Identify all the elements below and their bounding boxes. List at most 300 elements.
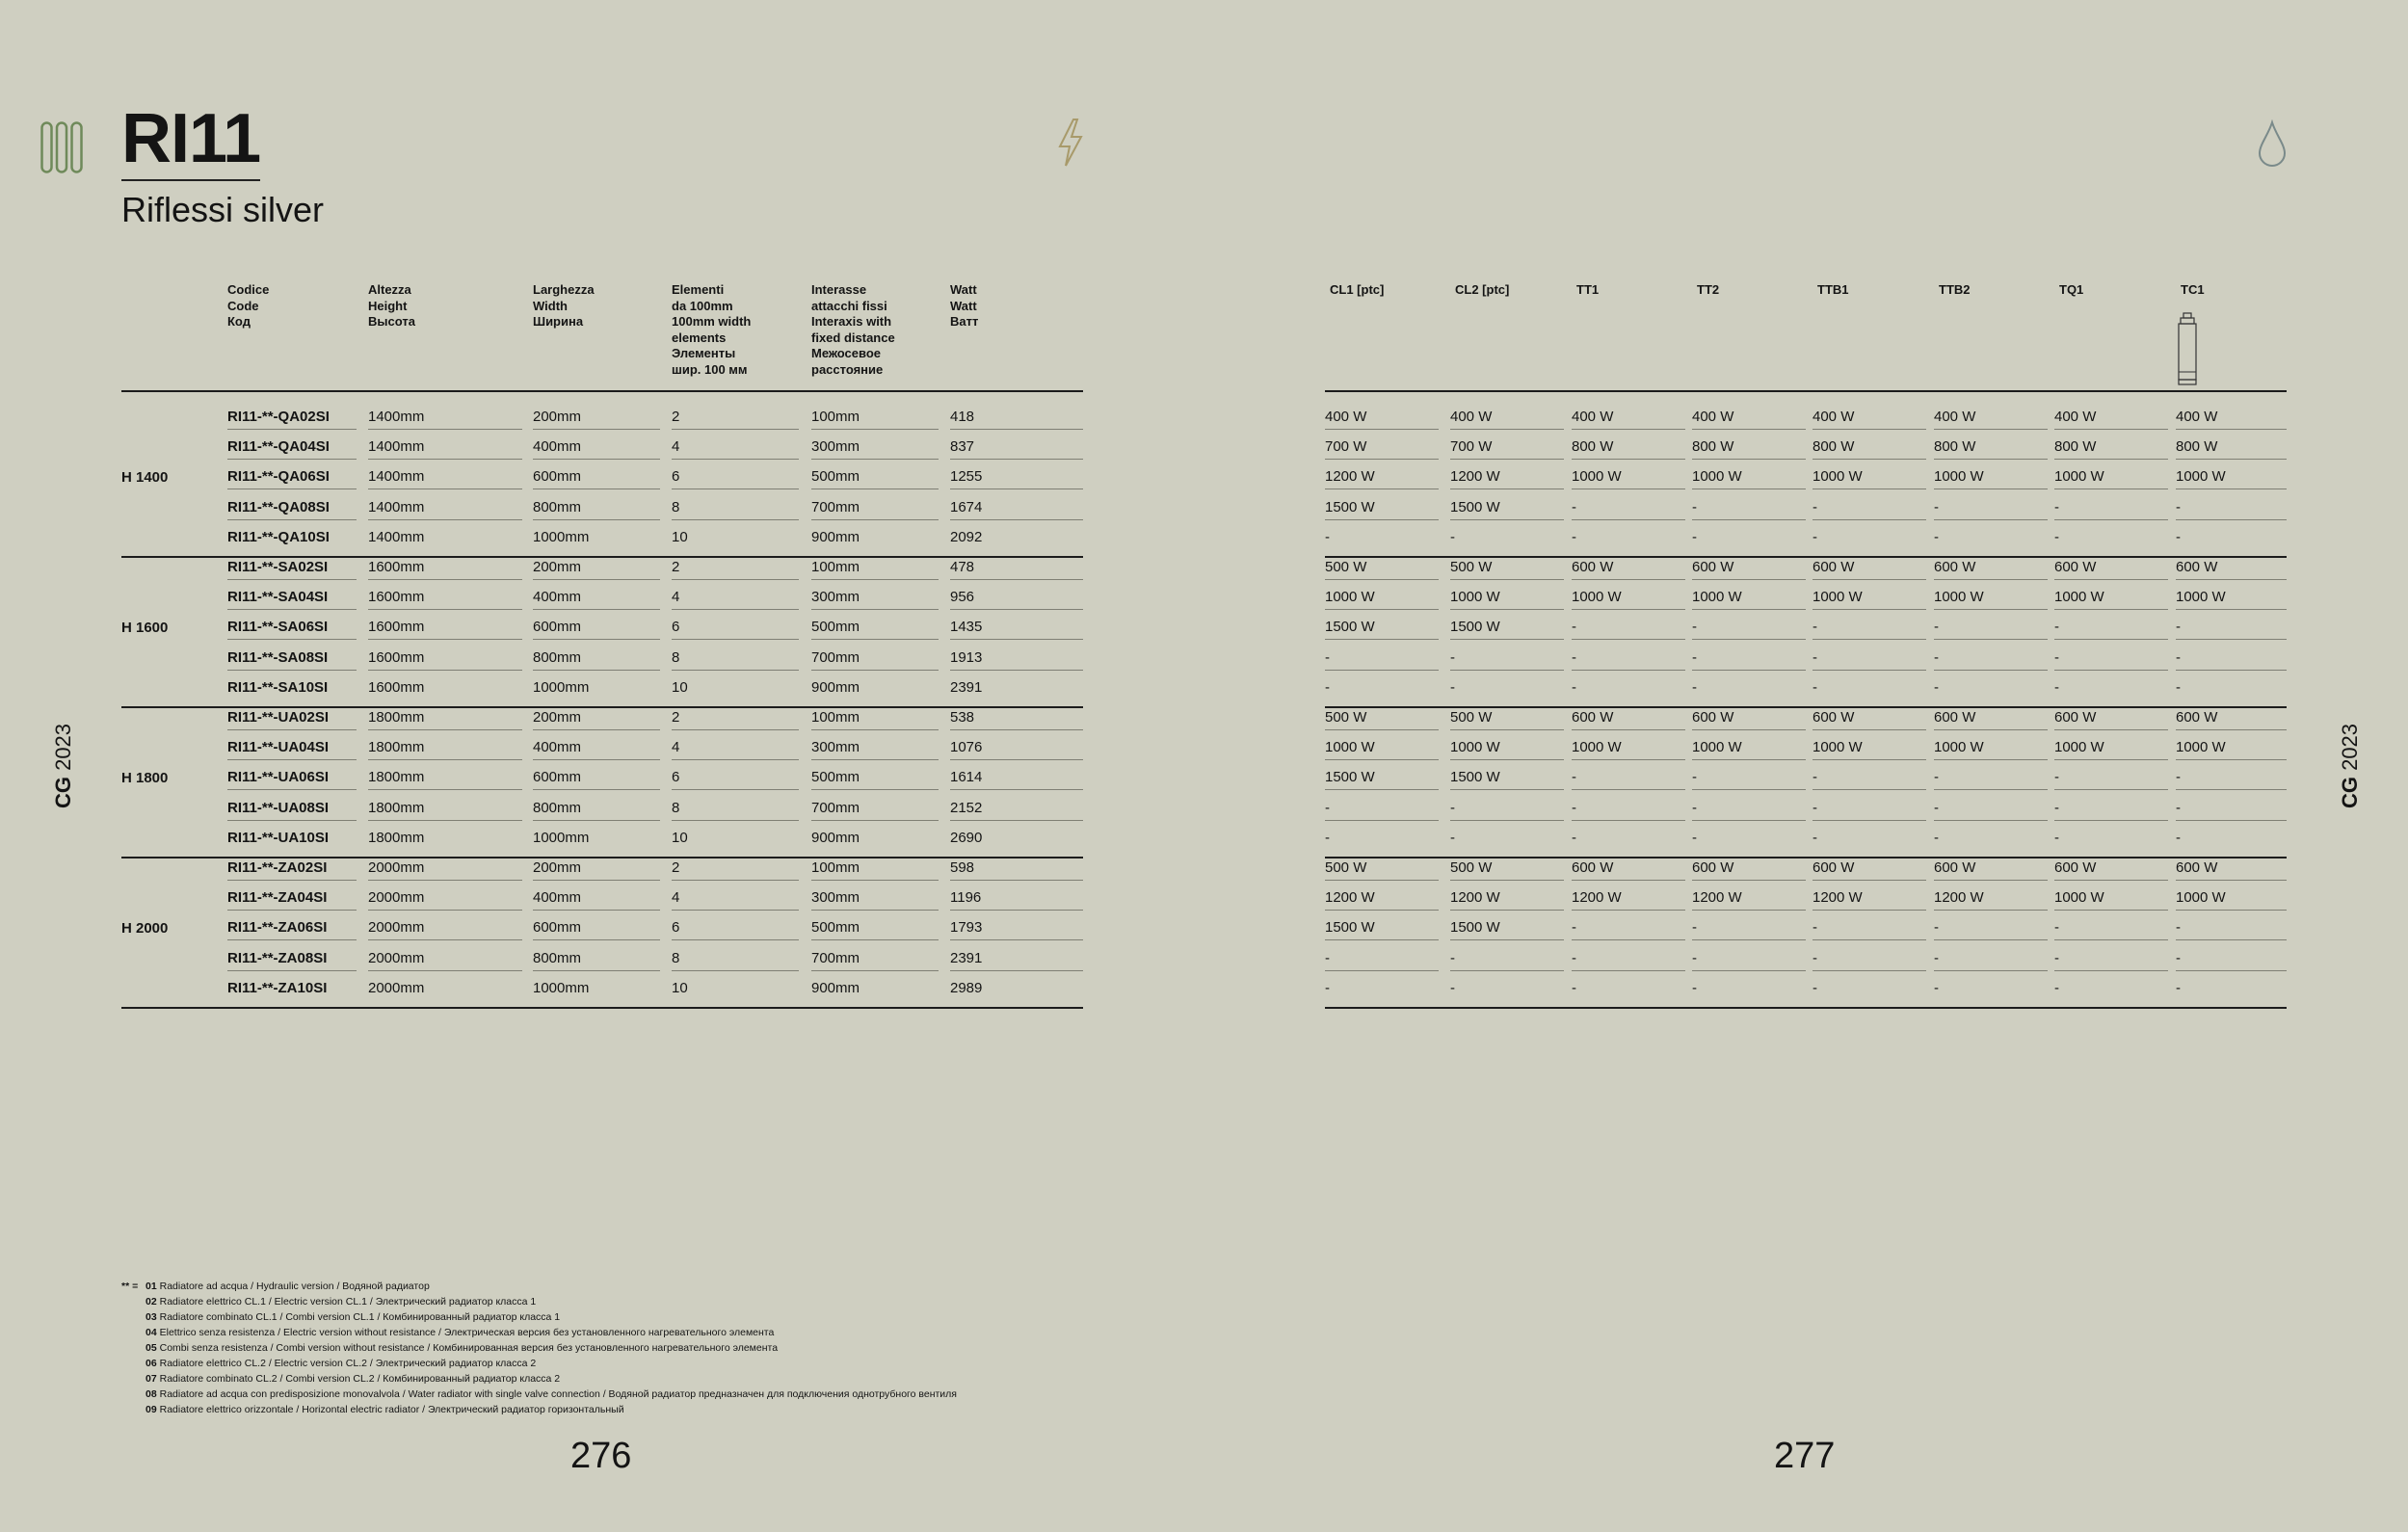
cell-underline <box>1934 519 2048 520</box>
cell-underline <box>1450 880 1564 881</box>
cell-underline <box>1692 939 1806 940</box>
power-cell: - <box>1813 648 1817 666</box>
elements-cell: 2 <box>672 559 680 575</box>
cell-underline <box>811 970 939 971</box>
cell-underline <box>811 789 939 790</box>
power-cell: 600 W <box>2176 559 2218 575</box>
power-cell: 1200 W <box>1572 889 1622 907</box>
cell-underline <box>227 729 357 730</box>
power-cell: 600 W <box>1813 859 1855 876</box>
code-cell: RI11-**-QA08SI <box>227 498 330 515</box>
power-cell: 1200 W <box>1813 889 1863 907</box>
watt-cell: 478 <box>950 559 975 575</box>
power-cell: - <box>1450 799 1455 816</box>
cell-underline <box>2054 579 2168 580</box>
power-cell: - <box>2176 648 2181 666</box>
cell-underline <box>811 939 939 940</box>
power-cell: - <box>2054 498 2059 515</box>
power-cell: 500 W <box>1325 859 1367 876</box>
power-cell: 800 W <box>1934 438 1976 456</box>
cell-underline <box>672 789 799 790</box>
header-ttb2: TTB2 <box>1939 282 1971 297</box>
cell-underline <box>1813 820 1926 821</box>
group-rule <box>1325 857 2287 858</box>
interaxis-cell: 100mm <box>811 859 860 876</box>
group-rule <box>1325 1007 2287 1009</box>
footnotes <box>121 1279 957 1417</box>
power-cell: - <box>2176 979 2181 996</box>
interaxis-cell: 900mm <box>811 678 860 696</box>
cell-underline <box>2054 459 2168 460</box>
cell-underline <box>368 639 522 640</box>
power-cell: 600 W <box>1572 859 1614 876</box>
power-cell: 1000 W <box>2176 468 2226 486</box>
power-cell: 1000 W <box>1813 468 1863 486</box>
elements-cell: 2 <box>672 409 680 425</box>
cell-underline <box>1813 939 1926 940</box>
power-cell: - <box>1934 619 1939 636</box>
height-cell: 2000mm <box>368 889 425 907</box>
cell-underline <box>1572 519 1685 520</box>
cell-underline <box>1934 880 2048 881</box>
side-label-brand: CG <box>2338 777 2362 809</box>
code-cell: RI11-**-SA04SI <box>227 589 329 606</box>
power-cell: 400 W <box>2176 409 2218 425</box>
power-cell: 1500 W <box>1325 619 1375 636</box>
page-number-left: 276 <box>570 1436 632 1476</box>
header-ttb1: TTB1 <box>1817 282 1849 297</box>
cell-underline <box>2176 880 2287 881</box>
cell-underline <box>368 429 522 430</box>
cell-underline <box>533 729 660 730</box>
cell-underline <box>1692 579 1806 580</box>
cell-underline <box>1450 789 1564 790</box>
watt-cell: 418 <box>950 409 975 425</box>
cell-underline <box>950 910 1083 911</box>
cell-underline <box>1572 789 1685 790</box>
cell-underline <box>2054 670 2168 671</box>
watt-cell: 2391 <box>950 678 983 696</box>
cell-underline <box>950 429 1083 430</box>
cell-underline <box>2176 939 2287 940</box>
cell-underline <box>2054 939 2168 940</box>
cell-underline <box>672 970 799 971</box>
cell-underline <box>227 609 357 610</box>
cell-underline <box>1572 459 1685 460</box>
height-cell: 2000mm <box>368 919 425 937</box>
width-cell: 1000mm <box>533 678 590 696</box>
power-cell: 1200 W <box>1450 468 1500 486</box>
elements-cell: 10 <box>672 829 688 846</box>
height-cell: 1800mm <box>368 739 425 756</box>
power-cell: - <box>1934 678 1939 696</box>
page-subtitle: Riflessi silver <box>121 190 325 229</box>
cell-underline <box>950 459 1083 460</box>
power-cell: 400 W <box>1450 409 1493 425</box>
code-cell: RI11-**-ZA08SI <box>227 949 328 966</box>
power-cell: 1200 W <box>1692 889 1742 907</box>
elements-cell: 6 <box>672 619 680 636</box>
elements-cell: 4 <box>672 438 680 456</box>
cell-underline <box>533 939 660 940</box>
cell-underline <box>533 789 660 790</box>
code-cell: RI11-**-UA06SI <box>227 769 330 786</box>
code-cell: RI11-**-SA10SI <box>227 678 329 696</box>
watt-cell: 1076 <box>950 739 983 756</box>
cell-underline <box>672 820 799 821</box>
watt-cell: 2092 <box>950 528 983 545</box>
group-rule <box>121 1007 1083 1009</box>
elements-cell: 8 <box>672 799 680 816</box>
cell-underline <box>533 459 660 460</box>
cell-underline <box>950 880 1083 881</box>
power-cell: - <box>2176 528 2181 545</box>
cell-underline <box>950 639 1083 640</box>
power-cell: - <box>1450 528 1455 545</box>
power-cell: - <box>1813 769 1817 786</box>
power-cell: 1000 W <box>1572 739 1622 756</box>
power-cell: 1000 W <box>1572 589 1622 606</box>
power-cell: 1500 W <box>1450 769 1500 786</box>
width-cell: 600mm <box>533 619 582 636</box>
footnote-text: Radiatore combinato CL.1 / Combi version CL.1 / Комбинированный радиатор класса 1 <box>159 1311 561 1323</box>
cell-underline <box>1934 910 2048 911</box>
power-cell: - <box>1325 979 1330 996</box>
cell-underline <box>533 820 660 821</box>
power-cell: - <box>1934 919 1939 937</box>
footnote-item <box>121 1340 957 1356</box>
elements-cell: 8 <box>672 949 680 966</box>
height-cell: 1600mm <box>368 559 425 575</box>
cell-underline <box>2176 609 2287 610</box>
cell-underline <box>1572 429 1685 430</box>
power-cell: - <box>1572 498 1576 515</box>
cell-underline <box>672 459 799 460</box>
footnote-item <box>121 1309 957 1325</box>
cell-underline <box>368 970 522 971</box>
cell-underline <box>533 579 660 580</box>
power-cell: - <box>2176 829 2181 846</box>
power-cell: 800 W <box>2176 438 2218 456</box>
cell-underline <box>1692 729 1806 730</box>
power-cell: - <box>1572 619 1576 636</box>
cell-underline <box>672 729 799 730</box>
power-cell: 600 W <box>1572 709 1614 726</box>
header-height: Altezza Height Высота <box>368 282 415 329</box>
power-cell: 500 W <box>1450 859 1493 876</box>
power-cell: - <box>1325 678 1330 696</box>
cell-underline <box>1934 639 2048 640</box>
power-cell: - <box>1692 528 1697 545</box>
cell-underline <box>1934 579 2048 580</box>
cell-underline <box>368 910 522 911</box>
power-cell: 400 W <box>1692 409 1734 425</box>
interaxis-cell: 500mm <box>811 919 860 937</box>
cell-underline <box>2054 970 2168 971</box>
cell-underline <box>950 519 1083 520</box>
power-cell: 1500 W <box>1325 769 1375 786</box>
power-cell: 800 W <box>1572 438 1614 456</box>
cell-underline <box>1692 670 1806 671</box>
power-cell: - <box>1692 829 1697 846</box>
footnote-key: 02 <box>146 1296 157 1307</box>
cell-underline <box>2054 609 2168 610</box>
code-cell: RI11-**-UA08SI <box>227 799 330 816</box>
cell-underline <box>672 759 799 760</box>
page-number-right: 277 <box>1774 1436 1836 1476</box>
width-cell: 400mm <box>533 589 582 606</box>
power-cell: - <box>1692 769 1697 786</box>
group-rule <box>121 706 1083 708</box>
footnote-item <box>121 1325 957 1340</box>
cell-underline <box>227 639 357 640</box>
width-cell: 200mm <box>533 409 582 425</box>
power-cell: 1500 W <box>1450 619 1500 636</box>
width-cell: 1000mm <box>533 528 590 545</box>
cell-underline <box>533 429 660 430</box>
power-cell: - <box>2054 919 2059 937</box>
cell-underline <box>368 729 522 730</box>
width-cell: 600mm <box>533 468 582 486</box>
cell-underline <box>1934 759 2048 760</box>
cell-underline <box>1450 970 1564 971</box>
interaxis-cell: 500mm <box>811 619 860 636</box>
power-cell: - <box>1325 528 1330 545</box>
footnote-key: 03 <box>146 1311 157 1323</box>
code-cell: RI11-**-UA04SI <box>227 739 330 756</box>
cell-underline <box>1692 519 1806 520</box>
cell-underline <box>1572 670 1685 671</box>
footnote-text: Radiatore elettrico CL.1 / Electric version CL.1 / Электрический радиатор класса 1 <box>159 1296 537 1307</box>
cell-underline <box>1325 939 1439 940</box>
cell-underline <box>2054 910 2168 911</box>
power-cell: 800 W <box>2054 438 2097 456</box>
elements-cell: 4 <box>672 739 680 756</box>
interaxis-cell: 900mm <box>811 979 860 996</box>
power-cell: - <box>1813 528 1817 545</box>
cell-underline <box>533 519 660 520</box>
cell-underline <box>2054 880 2168 881</box>
code-cell: RI11-**-UA02SI <box>227 709 330 726</box>
power-cell: - <box>1934 799 1939 816</box>
cell-underline <box>1325 579 1439 580</box>
width-cell: 600mm <box>533 919 582 937</box>
watt-cell: 2690 <box>950 829 983 846</box>
code-cell: RI11-**-SA08SI <box>227 648 329 666</box>
power-cell: - <box>1813 799 1817 816</box>
cell-underline <box>950 609 1083 610</box>
cell-underline <box>533 910 660 911</box>
power-cell: - <box>1692 678 1697 696</box>
power-cell: - <box>2054 949 2059 966</box>
power-cell: 600 W <box>2054 709 2097 726</box>
table-top-rule <box>1325 390 2287 392</box>
power-cell: 1000 W <box>2176 739 2226 756</box>
cell-underline <box>368 789 522 790</box>
interaxis-cell: 700mm <box>811 648 860 666</box>
radiator-logo-icon <box>40 121 83 173</box>
cell-underline <box>368 579 522 580</box>
footnote-text: Radiatore ad acqua con predisposizione monovalvola / Water radiator with single valve connection / Водяной радиатор предназначен для подключения однотрубного вентиля <box>159 1388 957 1400</box>
cell-underline <box>2054 639 2168 640</box>
power-cell: - <box>1572 979 1576 996</box>
width-cell: 800mm <box>533 498 582 515</box>
cell-underline <box>1813 729 1926 730</box>
height-group-label: H 1600 <box>121 620 169 637</box>
cell-underline <box>368 609 522 610</box>
code-cell: RI11-**-UA10SI <box>227 829 330 846</box>
width-cell: 800mm <box>533 799 582 816</box>
power-cell: 600 W <box>1813 709 1855 726</box>
cell-underline <box>1325 880 1439 881</box>
power-cell: - <box>2176 769 2181 786</box>
power-cell: - <box>1450 979 1455 996</box>
cell-underline <box>533 759 660 760</box>
footnote-text: Elettrico senza resistenza / Electric version without resistance / Электрическая версия без установленного нагревательного элемента <box>159 1327 775 1338</box>
power-cell: 600 W <box>1572 559 1614 575</box>
width-cell: 400mm <box>533 889 582 907</box>
interaxis-cell: 700mm <box>811 799 860 816</box>
power-cell: 600 W <box>2176 859 2218 876</box>
cell-underline <box>1813 880 1926 881</box>
footnote-text: Radiatore elettrico CL.2 / Electric version CL.2 / Электрический радиатор класса 2 <box>159 1358 537 1369</box>
watt-cell: 1255 <box>950 468 983 486</box>
cell-underline <box>1692 970 1806 971</box>
footnote-text: Combi senza resistenza / Combi version without resistance / Комбинированная версия без установленного нагревательного элемента <box>159 1342 779 1354</box>
code-cell: RI11-**-SA02SI <box>227 559 329 575</box>
cell-underline <box>811 910 939 911</box>
cell-underline <box>1934 789 2048 790</box>
cell-underline <box>672 670 799 671</box>
cell-underline <box>1813 910 1926 911</box>
code-cell: RI11-**-SA06SI <box>227 619 329 636</box>
code-cell: RI11-**-QA04SI <box>227 438 330 456</box>
elements-cell: 2 <box>672 859 680 876</box>
power-cell: 500 W <box>1325 709 1367 726</box>
footnote-item <box>121 1387 957 1402</box>
cell-underline <box>1450 519 1564 520</box>
cell-underline <box>227 880 357 881</box>
power-cell: 1000 W <box>2054 468 2104 486</box>
power-cell: 1000 W <box>1934 468 1984 486</box>
code-cell: RI11-**-QA10SI <box>227 528 330 545</box>
cell-underline <box>227 429 357 430</box>
power-cell: - <box>1325 648 1330 666</box>
power-cell: 1500 W <box>1325 498 1375 515</box>
cell-underline <box>672 519 799 520</box>
cell-underline <box>950 759 1083 760</box>
watt-cell: 1913 <box>950 648 983 666</box>
power-cell: - <box>2176 919 2181 937</box>
power-cell: - <box>1572 829 1576 846</box>
cell-underline <box>672 579 799 580</box>
cell-underline <box>1813 609 1926 610</box>
cell-underline <box>1572 970 1685 971</box>
cell-underline <box>1325 759 1439 760</box>
header-code: Codice Code Код <box>227 282 270 329</box>
power-cell: - <box>1572 919 1576 937</box>
footnote-item <box>121 1356 957 1371</box>
cell-underline <box>811 609 939 610</box>
group-rule <box>121 556 1083 558</box>
cell-underline <box>1450 609 1564 610</box>
power-cell: - <box>1934 528 1939 545</box>
cell-underline <box>227 939 357 940</box>
cell-underline <box>1450 459 1564 460</box>
cell-underline <box>227 459 357 460</box>
power-cell: - <box>1692 919 1697 937</box>
cell-underline <box>2054 789 2168 790</box>
power-cell: - <box>1813 949 1817 966</box>
cell-underline <box>2176 729 2287 730</box>
cell-underline <box>533 670 660 671</box>
cell-underline <box>1450 429 1564 430</box>
power-cell: - <box>1934 979 1939 996</box>
height-cell: 1800mm <box>368 829 425 846</box>
cell-underline <box>2176 519 2287 520</box>
width-cell: 200mm <box>533 859 582 876</box>
watt-cell: 2152 <box>950 799 983 816</box>
cell-underline <box>1325 729 1439 730</box>
footnote-key: 07 <box>146 1373 157 1385</box>
cell-underline <box>1572 820 1685 821</box>
power-cell: 800 W <box>1813 438 1855 456</box>
footnote-key: 04 <box>146 1327 157 1338</box>
height-cell: 2000mm <box>368 859 425 876</box>
cell-underline <box>1572 880 1685 881</box>
elements-cell: 6 <box>672 468 680 486</box>
cell-underline <box>2054 759 2168 760</box>
cell-underline <box>533 880 660 881</box>
elements-cell: 8 <box>672 648 680 666</box>
header-cl2: CL2 [ptc] <box>1455 282 1510 297</box>
height-cell: 1600mm <box>368 678 425 696</box>
interaxis-cell: 700mm <box>811 498 860 515</box>
cell-underline <box>811 729 939 730</box>
power-cell: 1000 W <box>1692 468 1742 486</box>
power-cell: - <box>2054 769 2059 786</box>
elements-cell: 6 <box>672 919 680 937</box>
power-cell: 1500 W <box>1450 498 1500 515</box>
power-cell: - <box>1692 799 1697 816</box>
cell-underline <box>1450 939 1564 940</box>
code-cell: RI11-**-ZA06SI <box>227 919 328 937</box>
power-cell: 600 W <box>1934 859 1976 876</box>
footnote-key: 01 <box>146 1281 157 1292</box>
cell-underline <box>811 670 939 671</box>
cell-underline <box>1325 519 1439 520</box>
cell-underline <box>672 880 799 881</box>
elements-cell: 4 <box>672 889 680 907</box>
power-cell: 1500 W <box>1450 919 1500 937</box>
side-label-left <box>51 724 76 808</box>
cell-underline <box>227 910 357 911</box>
cell-underline <box>1325 789 1439 790</box>
code-cell: RI11-**-QA02SI <box>227 409 330 425</box>
code-cell: RI11-**-ZA04SI <box>227 889 328 907</box>
power-cell: - <box>2054 678 2059 696</box>
side-label-right <box>2338 724 2363 808</box>
power-cell: 1000 W <box>1572 468 1622 486</box>
power-cell: 500 W <box>1450 709 1493 726</box>
water-drop-icon <box>2257 119 2288 168</box>
interaxis-cell: 100mm <box>811 709 860 726</box>
power-cell: - <box>1325 799 1330 816</box>
power-cell: 600 W <box>1692 709 1734 726</box>
watt-cell: 538 <box>950 709 975 726</box>
header-tt1: TT1 <box>1576 282 1600 297</box>
power-cell: - <box>1813 498 1817 515</box>
